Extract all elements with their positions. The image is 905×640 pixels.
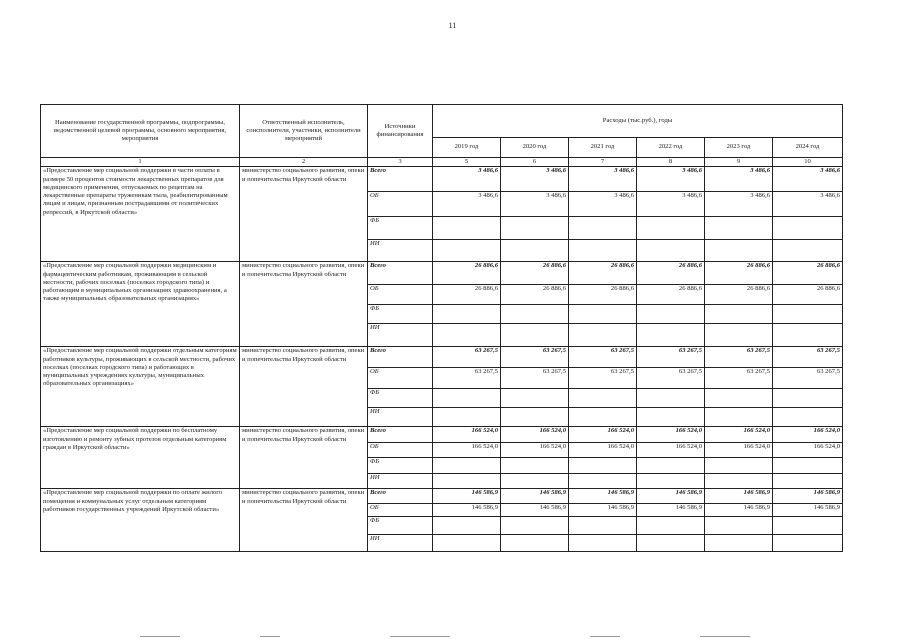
- ob-amount: 146 586,9: [705, 504, 773, 517]
- empty-amount: [569, 217, 637, 240]
- table-body: [41, 167, 843, 552]
- empty-amount: [433, 408, 501, 427]
- column-number: 2: [240, 158, 368, 167]
- ob-amount: 3 486,6: [705, 192, 773, 217]
- column-number: 6: [501, 158, 569, 167]
- ob-amount: 146 586,9: [773, 504, 843, 517]
- header-expenses: Расходы (тыс.руб.), годы: [433, 105, 843, 138]
- total-amount: 63 267,5: [569, 347, 637, 368]
- empty-amount: [705, 389, 773, 408]
- ob-amount: 166 524,0: [569, 443, 637, 458]
- empty-amount: [705, 517, 773, 535]
- page-number: 11: [448, 21, 457, 30]
- empty-amount: [569, 305, 637, 324]
- activity-name: «Предоставление мер социальной поддержки медицинским и фармацевтическим работникам, проживающим в сельской местности, рабочих поселках (поселках городского типа) и работающим в муниципальных организациях здравоохранения, а также муниципальных образовательных организациях»: [41, 262, 240, 347]
- empty-amount: [501, 474, 569, 489]
- total-amount: 3 486,6: [705, 167, 773, 192]
- total-amount: 26 886,6: [773, 262, 843, 285]
- empty-amount: [637, 240, 705, 262]
- empty-amount: [705, 474, 773, 489]
- total-amount: 26 886,6: [433, 262, 501, 285]
- ob-amount: 26 886,6: [773, 285, 843, 305]
- budget-table: [40, 104, 843, 552]
- table-row: [41, 427, 843, 443]
- ob-amount: 26 886,6: [637, 285, 705, 305]
- ob-amount: 63 267,5: [773, 368, 843, 389]
- executor-name: министерство социального развития, опеки и попечительства Иркутской области: [240, 489, 368, 552]
- ob-amount: 146 586,9: [637, 504, 705, 517]
- ob-amount: 63 267,5: [569, 368, 637, 389]
- empty-amount: [705, 408, 773, 427]
- total-amount: 3 486,6: [501, 167, 569, 192]
- funding-source-label: ФБ: [368, 517, 433, 535]
- empty-amount: [773, 324, 843, 347]
- empty-amount: [569, 324, 637, 347]
- header-executor: Ответственный исполнитель, соисполнители, участники, исполнители мероприятий: [240, 105, 368, 158]
- funding-source-label: ИИ: [368, 474, 433, 489]
- funding-source-label: ФБ: [368, 458, 433, 474]
- header-year: 2019 год: [433, 138, 501, 158]
- funding-source-label: ИИ: [368, 408, 433, 427]
- ob-amount: 63 267,5: [705, 368, 773, 389]
- ob-amount: 63 267,5: [433, 368, 501, 389]
- total-amount: 26 886,6: [705, 262, 773, 285]
- header-year: 2021 год: [569, 138, 637, 158]
- empty-amount: [569, 535, 637, 552]
- column-number: 10: [773, 158, 843, 167]
- empty-amount: [705, 535, 773, 552]
- table-row: [41, 262, 843, 285]
- empty-amount: [773, 408, 843, 427]
- ob-amount: 3 486,6: [637, 192, 705, 217]
- table-row: [41, 489, 843, 504]
- total-amount: 166 524,0: [705, 427, 773, 443]
- column-number: 5: [433, 158, 501, 167]
- activity-name: «Предоставление мер социальной поддержки отдельным категориям работников культуры, проживающих в сельской местности, рабочих поселках (поселках городского типа) и работающих в муниципальных учреждениях культуры, муниципальных образовательных организациях»: [41, 347, 240, 427]
- empty-amount: [501, 535, 569, 552]
- empty-amount: [569, 474, 637, 489]
- column-number: 3: [368, 158, 433, 167]
- funding-source-label: ИИ: [368, 324, 433, 347]
- funding-source-label: ИИ: [368, 240, 433, 262]
- empty-amount: [501, 389, 569, 408]
- funding-source-label: Всего: [368, 347, 433, 368]
- empty-amount: [705, 458, 773, 474]
- total-amount: 26 886,6: [569, 262, 637, 285]
- empty-amount: [433, 217, 501, 240]
- column-number: 7: [569, 158, 637, 167]
- empty-amount: [569, 517, 637, 535]
- empty-amount: [501, 517, 569, 535]
- column-number-row: [41, 158, 843, 167]
- total-amount: 63 267,5: [501, 347, 569, 368]
- total-amount: 63 267,5: [705, 347, 773, 368]
- empty-amount: [637, 408, 705, 427]
- total-amount: 166 524,0: [569, 427, 637, 443]
- activity-name: «Предоставление мер социальной поддержки по бесплатному изготовлению и ремонту зубных протезов отдельным категориям граждан в Иркутской области»: [41, 427, 240, 489]
- bottom-scan-marks: [0, 634, 905, 640]
- empty-amount: [637, 535, 705, 552]
- empty-amount: [773, 217, 843, 240]
- ob-amount: 146 586,9: [569, 504, 637, 517]
- empty-amount: [569, 240, 637, 262]
- total-amount: 146 586,9: [569, 489, 637, 504]
- total-amount: 3 486,6: [637, 167, 705, 192]
- column-number: 9: [705, 158, 773, 167]
- column-number: 8: [637, 158, 705, 167]
- total-amount: 63 267,5: [637, 347, 705, 368]
- empty-amount: [705, 324, 773, 347]
- ob-amount: 3 486,6: [501, 192, 569, 217]
- activity-name: «Предоставление мер социальной поддержки по оплате жилого помещения и коммунальных услуг отдельным категориям работников государственных учреждений Иркутской области»: [41, 489, 240, 552]
- empty-amount: [637, 458, 705, 474]
- activity-name: «Предоставление мер социальной поддержки в части оплаты в размере 50 процентов стоимости лекарственных препаратов для медицинского применения, отпускаемых по рецептам на лекарственные препараты труженикам тыла, реабилитированным лицам и лицам, признанным пострадавшими от политических репрессий, в Иркутской области»: [41, 167, 240, 262]
- empty-amount: [773, 305, 843, 324]
- ob-amount: 3 486,6: [773, 192, 843, 217]
- ob-amount: 166 524,0: [501, 443, 569, 458]
- total-amount: 166 524,0: [501, 427, 569, 443]
- empty-amount: [569, 458, 637, 474]
- empty-amount: [637, 474, 705, 489]
- ob-amount: 166 524,0: [433, 443, 501, 458]
- empty-amount: [637, 389, 705, 408]
- ob-amount: 26 886,6: [705, 285, 773, 305]
- total-amount: 3 486,6: [773, 167, 843, 192]
- empty-amount: [773, 458, 843, 474]
- header-year: 2023 год: [705, 138, 773, 158]
- funding-source-label: ФБ: [368, 305, 433, 324]
- empty-amount: [637, 324, 705, 347]
- funding-source-label: Всего: [368, 167, 433, 192]
- ob-amount: 26 886,6: [569, 285, 637, 305]
- header-year: 2024 год: [773, 138, 843, 158]
- ob-amount: 166 524,0: [773, 443, 843, 458]
- total-amount: 146 586,9: [705, 489, 773, 504]
- total-amount: 146 586,9: [501, 489, 569, 504]
- ob-amount: 63 267,5: [501, 368, 569, 389]
- funding-source-label: ОБ: [368, 368, 433, 389]
- executor-name: министерство социального развития, опеки и попечительства Иркутской области: [240, 167, 368, 262]
- empty-amount: [773, 389, 843, 408]
- empty-amount: [501, 240, 569, 262]
- header-sources: Источники финансирования: [368, 105, 433, 158]
- total-amount: 26 886,6: [501, 262, 569, 285]
- total-amount: 26 886,6: [637, 262, 705, 285]
- total-amount: 166 524,0: [433, 427, 501, 443]
- ob-amount: 166 524,0: [705, 443, 773, 458]
- empty-amount: [501, 458, 569, 474]
- total-amount: 166 524,0: [637, 427, 705, 443]
- empty-amount: [773, 474, 843, 489]
- total-amount: 146 586,9: [637, 489, 705, 504]
- total-amount: 146 586,9: [773, 489, 843, 504]
- empty-amount: [433, 240, 501, 262]
- empty-amount: [705, 240, 773, 262]
- ob-amount: 63 267,5: [637, 368, 705, 389]
- total-amount: 146 586,9: [433, 489, 501, 504]
- empty-amount: [637, 517, 705, 535]
- total-amount: 3 486,6: [569, 167, 637, 192]
- ob-amount: 26 886,6: [433, 285, 501, 305]
- header-year: 2022 год: [637, 138, 705, 158]
- column-number: 1: [41, 158, 240, 167]
- funding-source-label: ОБ: [368, 285, 433, 305]
- executor-name: министерство социального развития, опеки и попечительства Иркутской области: [240, 262, 368, 347]
- ob-amount: 166 524,0: [637, 443, 705, 458]
- empty-amount: [433, 517, 501, 535]
- empty-amount: [569, 408, 637, 427]
- empty-amount: [705, 217, 773, 240]
- ob-amount: 3 486,6: [569, 192, 637, 217]
- funding-source-label: Всего: [368, 262, 433, 285]
- empty-amount: [637, 305, 705, 324]
- total-amount: 166 524,0: [773, 427, 843, 443]
- funding-source-label: Всего: [368, 427, 433, 443]
- ob-amount: 26 886,6: [501, 285, 569, 305]
- table-row: [41, 167, 843, 192]
- total-amount: 63 267,5: [773, 347, 843, 368]
- empty-amount: [501, 408, 569, 427]
- empty-amount: [433, 535, 501, 552]
- funding-source-label: ОБ: [368, 504, 433, 517]
- empty-amount: [501, 324, 569, 347]
- ob-amount: 146 586,9: [501, 504, 569, 517]
- empty-amount: [773, 517, 843, 535]
- empty-amount: [569, 389, 637, 408]
- funding-source-label: ИИ: [368, 535, 433, 552]
- total-amount: 3 486,6: [433, 167, 501, 192]
- empty-amount: [501, 305, 569, 324]
- empty-amount: [773, 240, 843, 262]
- executor-name: министерство социального развития, опеки и попечительства Иркутской области: [240, 427, 368, 489]
- total-amount: 63 267,5: [433, 347, 501, 368]
- empty-amount: [637, 217, 705, 240]
- empty-amount: [433, 305, 501, 324]
- empty-amount: [433, 458, 501, 474]
- funding-source-label: ОБ: [368, 443, 433, 458]
- funding-source-label: ФБ: [368, 389, 433, 408]
- empty-amount: [433, 474, 501, 489]
- executor-name: министерство социального развития, опеки и попечительства Иркутской области: [240, 347, 368, 427]
- ob-amount: 146 586,9: [433, 504, 501, 517]
- funding-source-label: ОБ: [368, 192, 433, 217]
- empty-amount: [501, 217, 569, 240]
- funding-source-label: ФБ: [368, 217, 433, 240]
- header-year: 2020 год: [501, 138, 569, 158]
- funding-source-label: Всего: [368, 489, 433, 504]
- table-header: [41, 105, 843, 167]
- ob-amount: 3 486,6: [433, 192, 501, 217]
- empty-amount: [433, 324, 501, 347]
- header-name: Наименование государственной программы, подпрограммы, ведомственной целевой программы, основного мероприятия, мероприятия: [41, 105, 240, 158]
- empty-amount: [773, 535, 843, 552]
- empty-amount: [705, 305, 773, 324]
- empty-amount: [433, 389, 501, 408]
- table-row: [41, 347, 843, 368]
